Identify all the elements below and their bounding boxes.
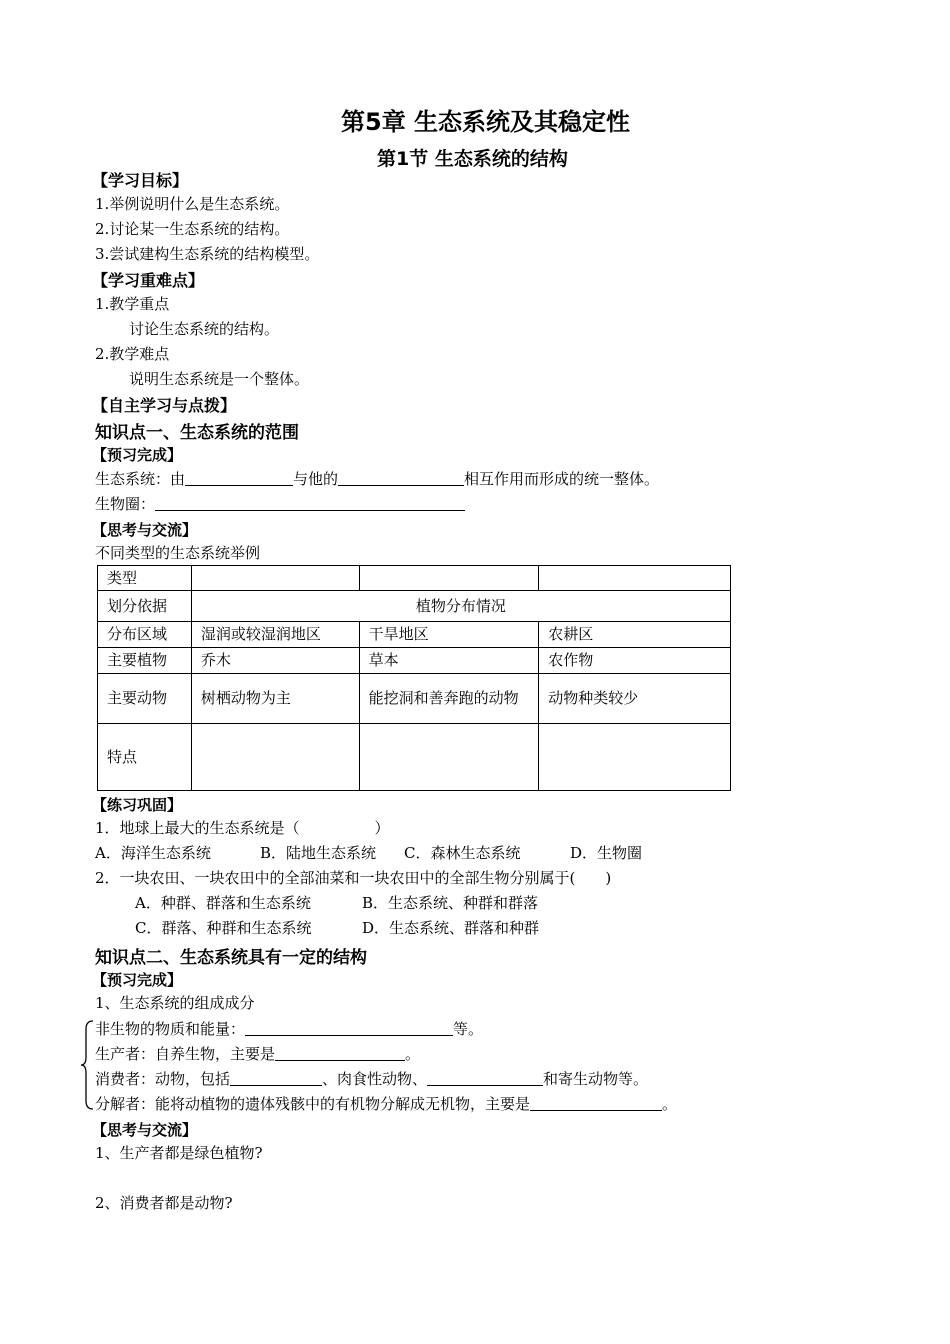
table-caption: 不同类型的生态系统举例 xyxy=(95,544,261,562)
self-study-heading: 【自主学习与点拨】 xyxy=(92,396,237,415)
answer-blank[interactable] xyxy=(275,1045,405,1061)
kp2-title: 知识点二、生态系统具有一定的结构 xyxy=(95,948,367,968)
table-cell: 农作物 xyxy=(539,648,731,674)
table-cell: 农耕区 xyxy=(539,622,731,648)
answer-blank[interactable] xyxy=(338,470,464,486)
discussion-question: 2、消费者都是动物? xyxy=(95,1194,233,1212)
ecosystem-definition: 生态系统：由 与他的 相互作用而形成的统一整体。 xyxy=(95,470,660,488)
objective-item: 3.尝试建构生态系统的结构模型。 xyxy=(95,245,320,263)
row-header: 类型 xyxy=(98,566,192,591)
answer-blank[interactable] xyxy=(245,1020,453,1036)
kp1-preview-heading: 【预习完成】 xyxy=(92,446,183,464)
table-row xyxy=(98,674,731,724)
section-title: 第1节 生态系统的结构 xyxy=(377,148,568,170)
brace-icon xyxy=(80,1019,96,1111)
row-header: 特点 xyxy=(98,724,192,791)
table-cell[interactable] xyxy=(191,724,359,791)
option-d[interactable]: D．生态系统、群落和种群 xyxy=(362,919,540,937)
table-cell: 植物分布情况 xyxy=(191,591,730,622)
answer-blank[interactable] xyxy=(427,1070,543,1086)
answer-blank[interactable] xyxy=(185,470,293,486)
focus-label: 1.教学重点 xyxy=(95,295,170,313)
table-row xyxy=(98,724,731,791)
kp2-think-heading: 【思考与交流】 xyxy=(92,1121,198,1139)
table-cell: 动物种类较少 xyxy=(539,674,731,724)
difficulty-label: 2.教学难点 xyxy=(95,345,170,363)
consumer-line: 消费者：动物，包括 、肉食性动物、 和寄生动物等。 xyxy=(95,1070,649,1088)
table-row xyxy=(98,648,731,674)
row-header: 主要动物 xyxy=(98,674,192,724)
table-cell[interactable] xyxy=(359,724,539,791)
page-title: 第5章 生态系统及其稳定性 xyxy=(341,108,631,136)
answer-blank[interactable] xyxy=(530,1095,662,1111)
question-2: 2．一块农田、一块农田中的全部油菜和一块农田中的全部生物分别属于( ) xyxy=(95,869,612,887)
kp1-title: 知识点一、生态系统的范围 xyxy=(95,423,299,443)
option-d[interactable]: D．生物圈 xyxy=(570,844,643,862)
table-cell[interactable] xyxy=(191,566,359,591)
kp2-preview-heading: 【预习完成】 xyxy=(92,971,183,989)
table-cell[interactable] xyxy=(539,566,731,591)
key-points-heading: 【学习重难点】 xyxy=(92,271,205,290)
option-c[interactable]: C．群落、种群和生态系统 xyxy=(135,919,312,937)
table-row xyxy=(98,622,731,648)
table-cell: 能挖洞和善奔跑的动物 xyxy=(359,674,539,724)
option-a[interactable]: A．海洋生态系统 xyxy=(95,844,211,862)
kp1-think-heading: 【思考与交流】 xyxy=(92,521,198,539)
difficulty-text: 说明生态系统是一个整体。 xyxy=(129,370,310,388)
biosphere-definition: 生物圈： xyxy=(95,494,465,514)
table-cell: 湿润或较湿润地区 xyxy=(191,622,359,648)
table-cell[interactable] xyxy=(359,566,539,591)
table-cell[interactable] xyxy=(539,724,731,791)
decomposer-line: 分解者：能将动植物的遗体残骸中的有机物分解成无机物，主要是 。 xyxy=(95,1095,678,1113)
row-header: 主要植物 xyxy=(98,648,192,674)
option-c[interactable]: C．森林生态系统 xyxy=(404,844,521,862)
table-cell: 乔木 xyxy=(191,648,359,674)
focus-text: 讨论生态系统的结构。 xyxy=(129,320,280,338)
question-1: 1．地球上最大的生态系统是（ ） xyxy=(95,819,390,837)
option-b[interactable]: B．生态系统、种群和群落 xyxy=(362,894,539,912)
table-cell: 树栖动物为主 xyxy=(191,674,359,724)
table-row xyxy=(98,566,731,591)
ecosystem-table xyxy=(97,565,731,791)
composition-heading: 1、生态系统的组成成分 xyxy=(95,994,255,1012)
option-b[interactable]: B．陆地生态系统 xyxy=(260,844,377,862)
abiotic-line: 非生物的物质和能量： 等。 xyxy=(95,1020,484,1038)
practice-heading: 【练习巩固】 xyxy=(92,796,183,814)
discussion-question: 1、生产者都是绿色植物? xyxy=(95,1144,263,1162)
answer-blank[interactable] xyxy=(155,495,465,511)
answer-blank[interactable] xyxy=(230,1070,322,1086)
table-cell: 草本 xyxy=(359,648,539,674)
row-header: 分布区域 xyxy=(98,622,192,648)
objectives-heading: 【学习目标】 xyxy=(92,171,189,190)
row-header: 划分依据 xyxy=(98,591,192,622)
producer-line: 生产者：自养生物，主要是 。 xyxy=(95,1045,421,1063)
option-a[interactable]: A．种群、群落和生态系统 xyxy=(135,894,311,912)
table-row xyxy=(98,591,731,622)
objective-item: 1.举例说明什么是生态系统。 xyxy=(95,195,290,213)
objective-item: 2.讨论某一生态系统的结构。 xyxy=(95,220,290,238)
table-cell: 干旱地区 xyxy=(359,622,539,648)
